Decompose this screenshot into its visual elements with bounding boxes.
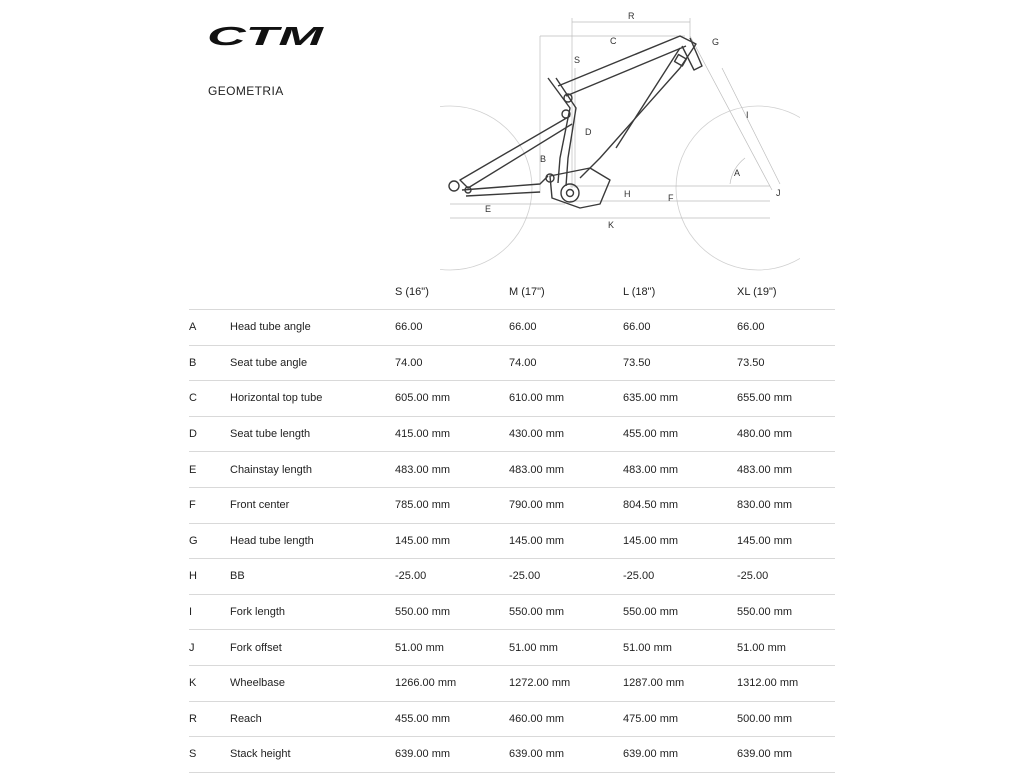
header-size-m: M (17") [509,286,545,298]
label-e: E [485,204,492,214]
cell-size-xl: 145.00 mm [737,523,835,559]
table-row [189,381,835,417]
cell-code: F [189,487,230,523]
table-row [189,310,835,346]
cell-code: D [189,416,230,452]
table-row [189,416,835,452]
cell-size-xl: 51.00 mm [737,630,835,666]
cell-size-l: 639.00 mm [623,737,737,773]
cell-code: B [189,345,230,381]
cell-code: E [189,452,230,488]
cell-code: J [189,630,230,666]
header-size-l: L (18") [623,286,656,298]
cell-size-m: 483.00 mm [509,452,623,488]
cell-name: Head tube length [230,523,395,559]
cell-size-s: 74.00 [395,345,509,381]
page-subtitle: GEOMETRIA [208,84,284,98]
cell-size-l: 475.00 mm [623,701,737,737]
cell-code: R [189,701,230,737]
table-row [189,737,835,773]
cell-size-s: 785.00 mm [395,487,509,523]
cell-name: Fork length [230,594,395,630]
cell-size-l: 73.50 [623,345,737,381]
ctm-logo-text: CTM [207,24,326,50]
label-k: K [608,220,615,230]
cell-size-xl: 550.00 mm [737,594,835,630]
table-row [189,665,835,701]
cell-size-m: 639.00 mm [509,737,623,773]
cell-size-l: 66.00 [623,310,737,346]
header-name [230,275,395,310]
label-f: F [668,193,674,203]
cell-size-m: 74.00 [509,345,623,381]
cell-name: Horizontal top tube [230,381,395,417]
cell-size-s: 51.00 mm [395,630,509,666]
label-d: D [585,127,592,137]
cell-size-s: 639.00 mm [395,737,509,773]
cell-size-xl: 500.00 mm [737,701,835,737]
cell-code: S [189,737,230,773]
cell-name: Fork offset [230,630,395,666]
cell-size-xl: 73.50 [737,345,835,381]
cell-name: BB [230,559,395,595]
label-r: R [628,11,635,21]
cell-size-m: 145.00 mm [509,523,623,559]
label-b: B [540,154,547,164]
cell-name: Chainstay length [230,452,395,488]
table-header-row [189,275,835,310]
label-c: C [610,36,617,46]
cell-size-m: 790.00 mm [509,487,623,523]
cell-size-s: 415.00 mm [395,416,509,452]
cell-size-s: 483.00 mm [395,452,509,488]
cell-size-m: 430.00 mm [509,416,623,452]
label-j: J [776,188,781,198]
cell-size-m: 550.00 mm [509,594,623,630]
header-size-xl: XL (19") [737,286,777,298]
cell-size-l: 635.00 mm [623,381,737,417]
cell-code: H [189,559,230,595]
cell-size-xl: 655.00 mm [737,381,835,417]
cell-size-xl: 1312.00 mm [737,665,835,701]
cell-name: Seat tube angle [230,345,395,381]
table-row [189,345,835,381]
table-row [189,594,835,630]
cell-size-l: 804.50 mm [623,487,737,523]
cell-size-xl: 483.00 mm [737,452,835,488]
cell-code: I [189,594,230,630]
cell-size-xl: 830.00 mm [737,487,835,523]
cell-size-xl: 639.00 mm [737,737,835,773]
label-h: H [624,189,631,199]
cell-size-l: 550.00 mm [623,594,737,630]
cell-size-xl: 66.00 [737,310,835,346]
header-code [189,275,230,310]
cell-size-l: 483.00 mm [623,452,737,488]
cell-size-s: 550.00 mm [395,594,509,630]
cell-size-xl: -25.00 [737,559,835,595]
label-s: S [574,55,581,65]
table-row [189,701,835,737]
cell-name: Seat tube length [230,416,395,452]
cell-size-s: 455.00 mm [395,701,509,737]
cell-size-l: -25.00 [623,559,737,595]
table-row [189,523,835,559]
cell-size-s: 605.00 mm [395,381,509,417]
table-row [189,487,835,523]
cell-size-m: -25.00 [509,559,623,595]
cell-code: K [189,665,230,701]
table-row [189,630,835,666]
table-row [189,559,835,595]
cell-size-m: 460.00 mm [509,701,623,737]
cell-size-l: 455.00 mm [623,416,737,452]
cell-size-l: 145.00 mm [623,523,737,559]
cell-name: Stack height [230,737,395,773]
header-size-s: S (16") [395,286,429,298]
cell-size-m: 66.00 [509,310,623,346]
cell-code: A [189,310,230,346]
dimension-lines [450,18,780,218]
geometry-table [189,275,835,773]
cell-size-m: 610.00 mm [509,381,623,417]
table-row [189,452,835,488]
cell-name: Head tube angle [230,310,395,346]
cell-size-s: 66.00 [395,310,509,346]
ctm-logo [205,24,327,50]
cell-size-l: 1287.00 mm [623,665,737,701]
cell-name: Front center [230,487,395,523]
cell-code: G [189,523,230,559]
cell-name: Reach [230,701,395,737]
cell-size-m: 51.00 mm [509,630,623,666]
label-a: A [734,168,741,178]
cell-size-xl: 480.00 mm [737,416,835,452]
cell-size-s: -25.00 [395,559,509,595]
cell-size-s: 145.00 mm [395,523,509,559]
cell-size-s: 1266.00 mm [395,665,509,701]
label-g: G [712,37,720,47]
cell-code: C [189,381,230,417]
bike-geometry-diagram [440,8,800,276]
cell-name: Wheelbase [230,665,395,701]
label-i: I [746,110,749,120]
cell-size-m: 1272.00 mm [509,665,623,701]
cell-size-l: 51.00 mm [623,630,737,666]
